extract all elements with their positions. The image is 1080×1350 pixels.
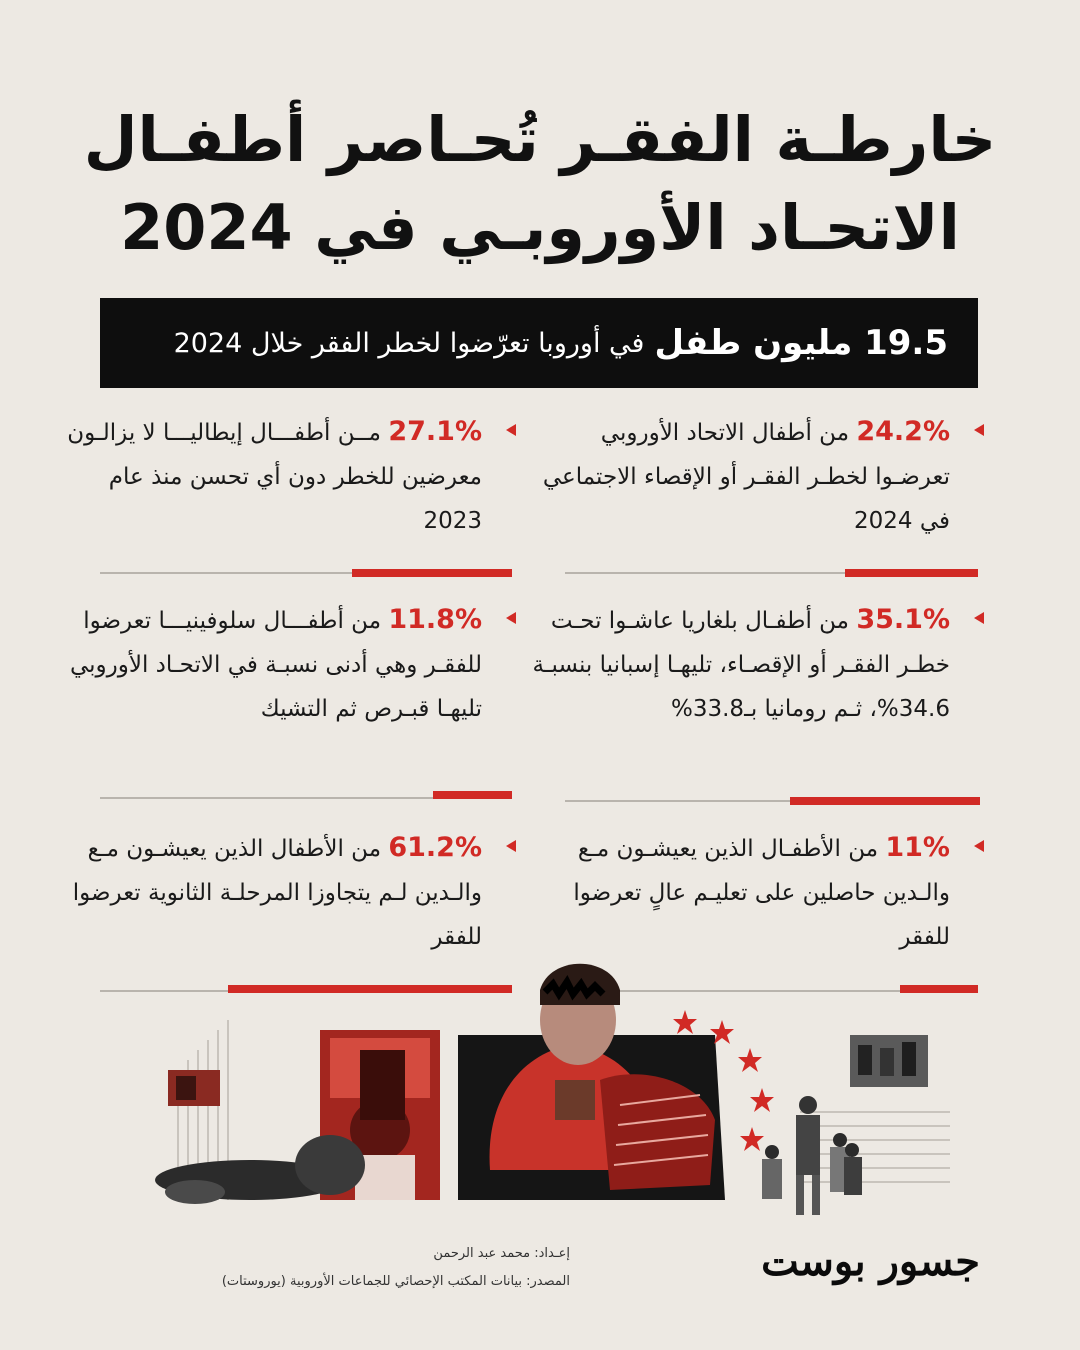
stat-card bbox=[62, 598, 482, 731]
brand-logo: جسور بوست bbox=[761, 1238, 980, 1285]
credit-author: إعـداد: محمد عبد الرحمن bbox=[433, 1246, 570, 1261]
stat-text: من أطفال الاتحاد الأوروبي تعرضـوا لخطـر الفقـر أو الإقصاء الاجتماعي في 2024 bbox=[542, 420, 950, 534]
stat-percentage: 11% bbox=[885, 832, 950, 863]
stat-percentage: 11.8% bbox=[388, 604, 482, 635]
red-accent-bar bbox=[433, 791, 512, 799]
red-accent-bar bbox=[352, 569, 512, 577]
title-line-2: الاتحـاد الأوروبـي في 2024 bbox=[120, 191, 960, 264]
stat-percentage: 35.1% bbox=[856, 604, 950, 635]
stat-text: من أطفـال بلغاريا عاشـوا تحـت خطـر الفقـر أو الإقصـاء، تليهـا إسبانيا بنسبـة 34.6%، ثـم رومانيا بـ33.8% bbox=[532, 608, 950, 722]
stat-card bbox=[530, 410, 950, 543]
lying-child-photo bbox=[155, 1135, 365, 1204]
red-accent-bar bbox=[790, 797, 980, 805]
bullet-arrow-icon bbox=[974, 840, 984, 852]
stat-text: من الأطفـال الذين يعيشـون مـع والـدين حاصلين على تعليـم عالٍ تعرضوا للفقر bbox=[573, 836, 950, 950]
stat-text: من الأطفال الذين يعيشـون مـع والـدين لـم يتجاوزا المرحلـة الثانوية تعرضوا للفقر bbox=[72, 836, 482, 950]
stat-card bbox=[62, 410, 482, 543]
stat-text: من أطفـــال سلوفينيـــا تعرضوا للفقـر وهي أدنى نسبـة في الاتحـاد الأوروبي تليهـا قبـرص ثم التشيك bbox=[69, 608, 482, 722]
stat-text: مــن أطفـــال إيطاليـــا لا يزالـون معرضين للخطر دون أي تحسن منذ عام 2023 bbox=[67, 420, 482, 534]
stat-percentage: 61.2% bbox=[388, 832, 482, 863]
bullet-arrow-icon bbox=[506, 840, 516, 852]
bullet-arrow-icon bbox=[506, 424, 516, 436]
bullet-arrow-icon bbox=[974, 612, 984, 624]
banner-text: في أوروبا تعرّضوا لخطر الفقر خلال 2024 bbox=[173, 327, 645, 359]
stat-percentage: 24.2% bbox=[856, 416, 950, 447]
headline-banner bbox=[100, 298, 978, 388]
banner-highlight: 19.5 مليون طفل bbox=[654, 323, 948, 363]
walking-family-photo bbox=[762, 1096, 862, 1215]
bullet-arrow-icon bbox=[506, 612, 516, 624]
stat-percentage: 27.1% bbox=[388, 416, 482, 447]
red-accent-bar bbox=[845, 569, 978, 577]
credit-source: المصدر: بيانات المكتب الإحصائي للجماعات الأوروبية (يوروستات) bbox=[221, 1274, 570, 1289]
stat-card bbox=[530, 598, 950, 731]
bullet-arrow-icon bbox=[974, 424, 984, 436]
title-line-1: خارطـة الفقـر تُحـاصر أطفـال bbox=[83, 103, 997, 176]
page-title bbox=[60, 96, 1020, 272]
photo-collage bbox=[140, 930, 960, 1230]
